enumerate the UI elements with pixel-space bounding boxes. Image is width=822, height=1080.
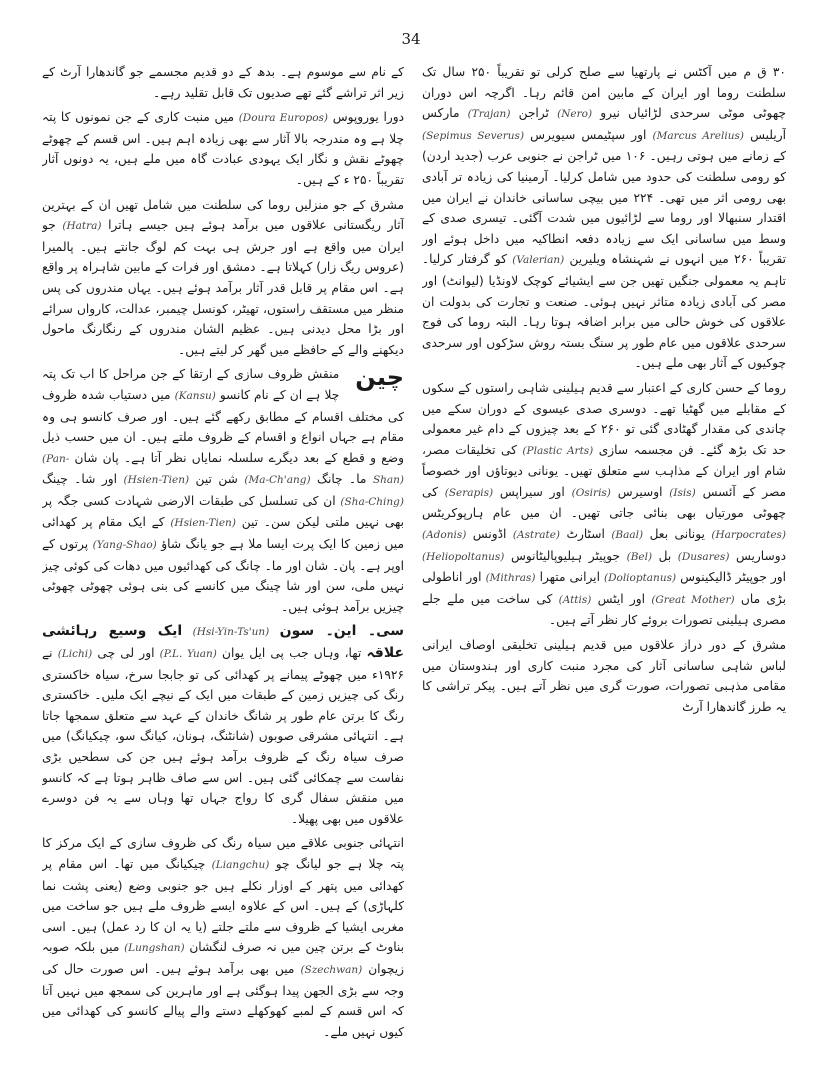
- text: ما۔ چانگ: [317, 472, 367, 487]
- text: میں بھی برآمد ہوئے ہیں۔ اس صورت حال کی وجہ سے بڑی الجھن پیدا ہوگئی ہے اور ماہرین کی سمجھ میں نہیں آتا کہ اس قسم کے لمبے کھوکھلے دستے والے پیالے کانسو کی کھدائی میں کیوں نہیں ملے۔: [42, 961, 404, 1039]
- latin-term: (Doura Europos): [238, 112, 329, 125]
- text: کے نام سے موسوم ہے۔ بدھ کے دو قدیم مجسمے جو گاندھارا آرٹ کے زیر اثر تراشے گئے تھے صدیوں تک قابل تقلید رہے۔: [42, 65, 404, 100]
- text: اور جوپیٹر ڈالیکینوس: [680, 570, 786, 585]
- text: جو ایران میں واقع ہے اور جرش ہی بہت کم لوگ جانتے ہیں۔ پالمیرا (عروس ریگ زار) کہلاتا ہے۔ دمشق اور فرات کے مابین شاہراہ پر واقع ہے۔ اس مقام پر قابل قدر آثار برآمد ہوئے ہیں۔ یہاں مندروں کی پس منظر میں مستقف راستوں، تھیٹر، کونسل چیمبر، عدالت، کارواں سرائے اور بڑا محل دیدنی ہیں۔ عظیم الشان مندروں کے رنگارنگ ماحول دیکھنے والے کے حافظے میں گھر کر لیتے ہیں۔: [42, 218, 404, 357]
- text: اوسیرس: [617, 484, 663, 499]
- paragraph-rome-iran: [422, 62, 786, 374]
- left-column: [42, 62, 404, 1062]
- latin-term: (P.L. Yuan): [159, 648, 217, 661]
- latin-term: (Great Mother): [651, 593, 735, 606]
- latin-term: (Baal): [611, 529, 644, 542]
- latin-term: (Kansu): [174, 389, 216, 402]
- latin-term: (Sha-Ching): [340, 495, 404, 508]
- latin-term: (Astrate): [512, 529, 561, 542]
- text: کے زمانے میں ہوتی رہیں۔ ۱۰۶ میں ٹراجن نے جنوبی عرب (جدید اردن) کو رومی سلطنت کی حدود میں شامل کرلیا۔ آرمینیا کی زیادہ تر آبادی بھی رومی اثر میں تھی۔ ۲۲۴ میں بیچی ساسانی خاندان نے ایران میں اقتدار سنبھالا اور روما سے لڑائیوں میں شدت آگئی۔ تیسری صدی کے وسط میں ساسانی ایک سے زیادہ دفعہ انطاکیہ میں داخل ہوئے اور تقریباً ۲۶۰ میں انہوں نے شہنشاہ ویلیرین: [422, 149, 786, 267]
- latin-term: (Osiris): [571, 486, 611, 499]
- text: پرتوں کے اوپر ہے۔ پان۔ شان اور ما۔ چانگ کی کھدائیوں میں دھات کی کوئی چیز نہیں ملی، سن اور شا چینگ میں کانسے کی بنی ہوئی چھوٹی چھوٹی چیزیں برآمد ہوئی ہیں۔: [42, 537, 404, 614]
- latin-term: (Lichi): [57, 648, 93, 661]
- text: میں بلکہ صوبہ زیچوان: [42, 940, 404, 976]
- latin-term: (Heliopoltanus): [422, 550, 505, 563]
- text: اڈونس: [472, 527, 507, 542]
- text: چیکیانگ میں تھا۔ اس مقام پر کھدائی میں پتھر کے اوزار نکلے ہیں جو جنوبی وضع (یعنی پشت نما کلہاڑی) کے ہیں۔ اس کے علاوہ ایسے ظروف ملے ہیں جو ساخت میں مغربی ایشیا کے ظروف سے ملتے جلتے (یا یہ ان کا رد عمل) ہیں۔ اسی بناوٹ کے برتن چین میں نہ صرف لنگشان: [42, 856, 404, 955]
- text: میں منبت کاری کے جن نمونوں کا پتہ چلا ہے وہ مندرجہ بالا آثار سے بھی زیادہ اہم ہیں۔ اس قسم کے چھوٹے چھوٹے نقش و نگار ایک یہودی عبادت گاہ میں ملے ہیں، یہ دونوں آثار تقریباً ۲۵۰ ء کے ہیں۔: [42, 110, 404, 187]
- text: شن تین: [195, 472, 238, 487]
- text: یونانی بعل: [649, 527, 705, 542]
- latin-term: (Hsien-Tien): [123, 474, 190, 487]
- latin-term: (Ma-Ch'ang): [244, 474, 311, 487]
- latin-term: (Lungshan): [124, 942, 185, 955]
- latin-term: (Dusares): [677, 550, 730, 563]
- text: جوپیٹر ہیلیوپالیٹانوس: [510, 548, 621, 563]
- text: دوساریس: [735, 548, 786, 563]
- paragraph-gandhara-cont: [42, 62, 404, 103]
- text: ۳۰ ق م میں آکٹس نے پارتھیا سے صلح کرلی تو تقریباً ۲۵۰ سال تک سلطنت روما اور ایران کے مابین امن قائم رہا۔ اگرچہ اس دوران چھوٹی موٹی سرحدی لڑائیاں نیرو: [422, 65, 786, 121]
- text: کی ساخت میں ملے جلے مصری ہیلینی تصورات بروئے کار نظر آتے ہیں۔: [422, 591, 786, 628]
- latin-term: (Nero): [557, 108, 593, 121]
- latin-term: (Attis): [558, 593, 592, 606]
- text: اور سیراپس: [499, 484, 565, 499]
- text: کی چھوٹی مورتیاں بھی بنائی جاتی تھیں۔ ان میں عام ہارپوکریٹس: [422, 484, 786, 521]
- text: نے ۱۹۲۶ء میں چھوٹے پیمانے پر کھدائی کی تو جابجا سرخ، سیاہ خاکستری رنگ کی چیزیں زمین کے طبقات میں ایک کے نیچے ایک ملیں۔ خاکستری رنگ کا برتن عام طور پر شانگ خاندان کے عہد سے متعلق سمجھا جاتا ہے۔ انتہائی مشرقی صوبوں (شانٹنگ، ہونان، کیانگ سو، چیکیانگ) میں صرف سیاہ رنگ کے ظروف برآمد ہوئے ہیں جن کی سطحیں بڑی نفاست سے چمکائی گئی ہیں۔ اس سے صاف ظاہر ہوتا ہے کہ کانسو میں منقش سفال گری کا رواج جہاں تھا وہاں سے یہ فن دوسرے علاقوں میں بھی پھیلا۔: [42, 646, 404, 826]
- latin-term: (Pan-Shan): [42, 452, 404, 487]
- text: مشرق کے دور دراز علاقوں میں قدیم ہیلینی تخلیقی اوصاف ایرانی لباس شاہی ساسانی آثار کی مجرد منبت کاری اور ہندوستان میں مقامی مذہبی تصورات، صورت گری میں نظر آتے ہیں۔ پیکر تراشی کا یہ طرز گاندھارا آرٹ: [422, 638, 786, 714]
- text: میں دستیاب شدہ ظروف کی مختلف اقسام کے مطابق رکھے گئے ہیں۔ اور صرف کانسو ہی وہ مقام ہے جہاں انواع و اقسام کے ظروف ملتے ہیں۔ ان میں حسب ذیل وضع و قطع کے بعد دیگرے سلسلہ نمایاں نظر آتا ہے۔ پان شان: [42, 387, 404, 465]
- right-column: [422, 62, 786, 1062]
- text: اور اناطولی بڑی ماں: [422, 570, 786, 606]
- paragraph-china: [42, 364, 404, 617]
- paragraph-liangchu: [42, 833, 404, 1042]
- text: تھا، وہاں جب پی ایل یوان: [222, 646, 362, 661]
- latin-term: (Liangchu): [211, 858, 270, 871]
- text: اور سپٹیمس سیویرس: [530, 127, 647, 142]
- latin-term: (Sepimus Severus): [422, 129, 525, 142]
- text: دورا یوروپوس: [332, 110, 404, 125]
- latin-term: (Harpocrates): [711, 529, 786, 542]
- text: اور لی چی: [97, 646, 155, 661]
- paragraph-doura: [42, 107, 404, 190]
- latin-term: (Szechwan): [300, 963, 363, 976]
- latin-term: (Valerian): [512, 254, 565, 267]
- latin-term: (Bel): [626, 550, 653, 563]
- text: اور شا۔ چینگ: [42, 472, 117, 487]
- text: اسٹارٹ: [566, 527, 605, 542]
- text: بل: [658, 548, 672, 563]
- subheading: ایک وسیع رہائشی علاقہ: [42, 623, 404, 662]
- latin-term: (Hsien-Tien): [170, 517, 236, 530]
- latin-term: (Isis): [669, 486, 696, 499]
- latin-term: (Trajan): [467, 108, 511, 121]
- latin-term: (Marcus Arelius): [652, 129, 744, 142]
- text: ان کی تسلسل کی طبقات الارضی شہادت کسی جگہ پر بھی نہیں ملتی لیکن سن۔ تین: [42, 493, 404, 530]
- paragraph-gandhara: [422, 635, 786, 717]
- text: انتہائی جنوبی علاقے میں سیاہ رنگ کی ظروف سازی کے ایک مرکز کا پتہ چلا ہے جو لیانگ چو: [42, 836, 404, 871]
- text: مارکس آریلیس: [422, 106, 786, 142]
- text: روما کے حسن کاری کے اعتبار سے قدیم ہیلینی شاہی راستوں کے سکوں کے مقابلے میں گھٹیا تھے۔ دوسری صدی عیسوی کے دوران سکے میں چاندی کی مقدار گھٹادی گئی تو ۲۶۰ کے بعد چیزوں کے دام غیر معمولی حد تک بڑھ گئے۔ فن مجسمہ سازی: [422, 380, 786, 457]
- text: ٹراجن: [518, 106, 549, 121]
- text: کے ایک مقام پر کھدائی میں زمین کا ایک پرت ایسا ملا ہے جو یانگ شاؤ: [42, 515, 404, 552]
- paragraph-desert-sites: [42, 195, 404, 361]
- text: منقش ظروف سازی کے ارتقا کے جن مراحل کا اب تک پتہ چلا ہے ان کے نام کانسو: [42, 367, 340, 402]
- subheading: سی۔ این۔ سون: [279, 623, 404, 640]
- paragraph-coins-art: [422, 378, 786, 631]
- latin-term: (Hatra): [62, 220, 102, 233]
- latin-term: (Adonis): [422, 529, 467, 542]
- latin-term: (Hsi-Yin-Ts'un): [192, 626, 270, 639]
- latin-term: (Dolioptanus): [603, 572, 677, 585]
- latin-term: (Serapis): [444, 486, 494, 499]
- text: مشرق کے جو منزلیں روما کی سلطنت میں شامل تھیں ان کے بہترین آثار ریگستانی علاقوں میں برآمد ہوئے ہیں جیسے ہاترا: [42, 197, 404, 233]
- page-number: 34: [401, 30, 421, 48]
- text: کو گرفتار کرلیا۔ تاہم یہ معمولی جنگیں تھیں جن سے ایشیائے کوچک لاونڈیا (لیوانٹ) اور مصر کی آبادی زیادہ متاثر نہیں ہوئی۔ صنعت و تجارت کی بدولت ان علاقوں کی خوش حالی میں برابر اضافہ ہوتا رہا۔ البتہ روما کی فوج سرحدی علاقوں میں عام طور پر سنگ بستہ روش سڑکوں اور سرحدی چوکیوں کے آثار بھی ملے ہیں۔: [422, 252, 786, 371]
- section-heading-china: چین: [355, 363, 404, 392]
- text: ایرانی متھرا: [539, 570, 600, 585]
- latin-term: (Mithras): [485, 572, 536, 585]
- text: اور ایٹس: [597, 591, 646, 606]
- latin-term: (Yang-Shao): [92, 539, 157, 552]
- text: کی تخلیقات مصر، شام اور ایران کے مذاہب سے متعلق تھیں۔ یونانی دیوتاؤں اور خصوصاً مصر کے آئسس: [422, 442, 786, 499]
- paragraph-hsi-yin: [42, 621, 404, 829]
- latin-term: (Plastic Arts): [522, 444, 594, 457]
